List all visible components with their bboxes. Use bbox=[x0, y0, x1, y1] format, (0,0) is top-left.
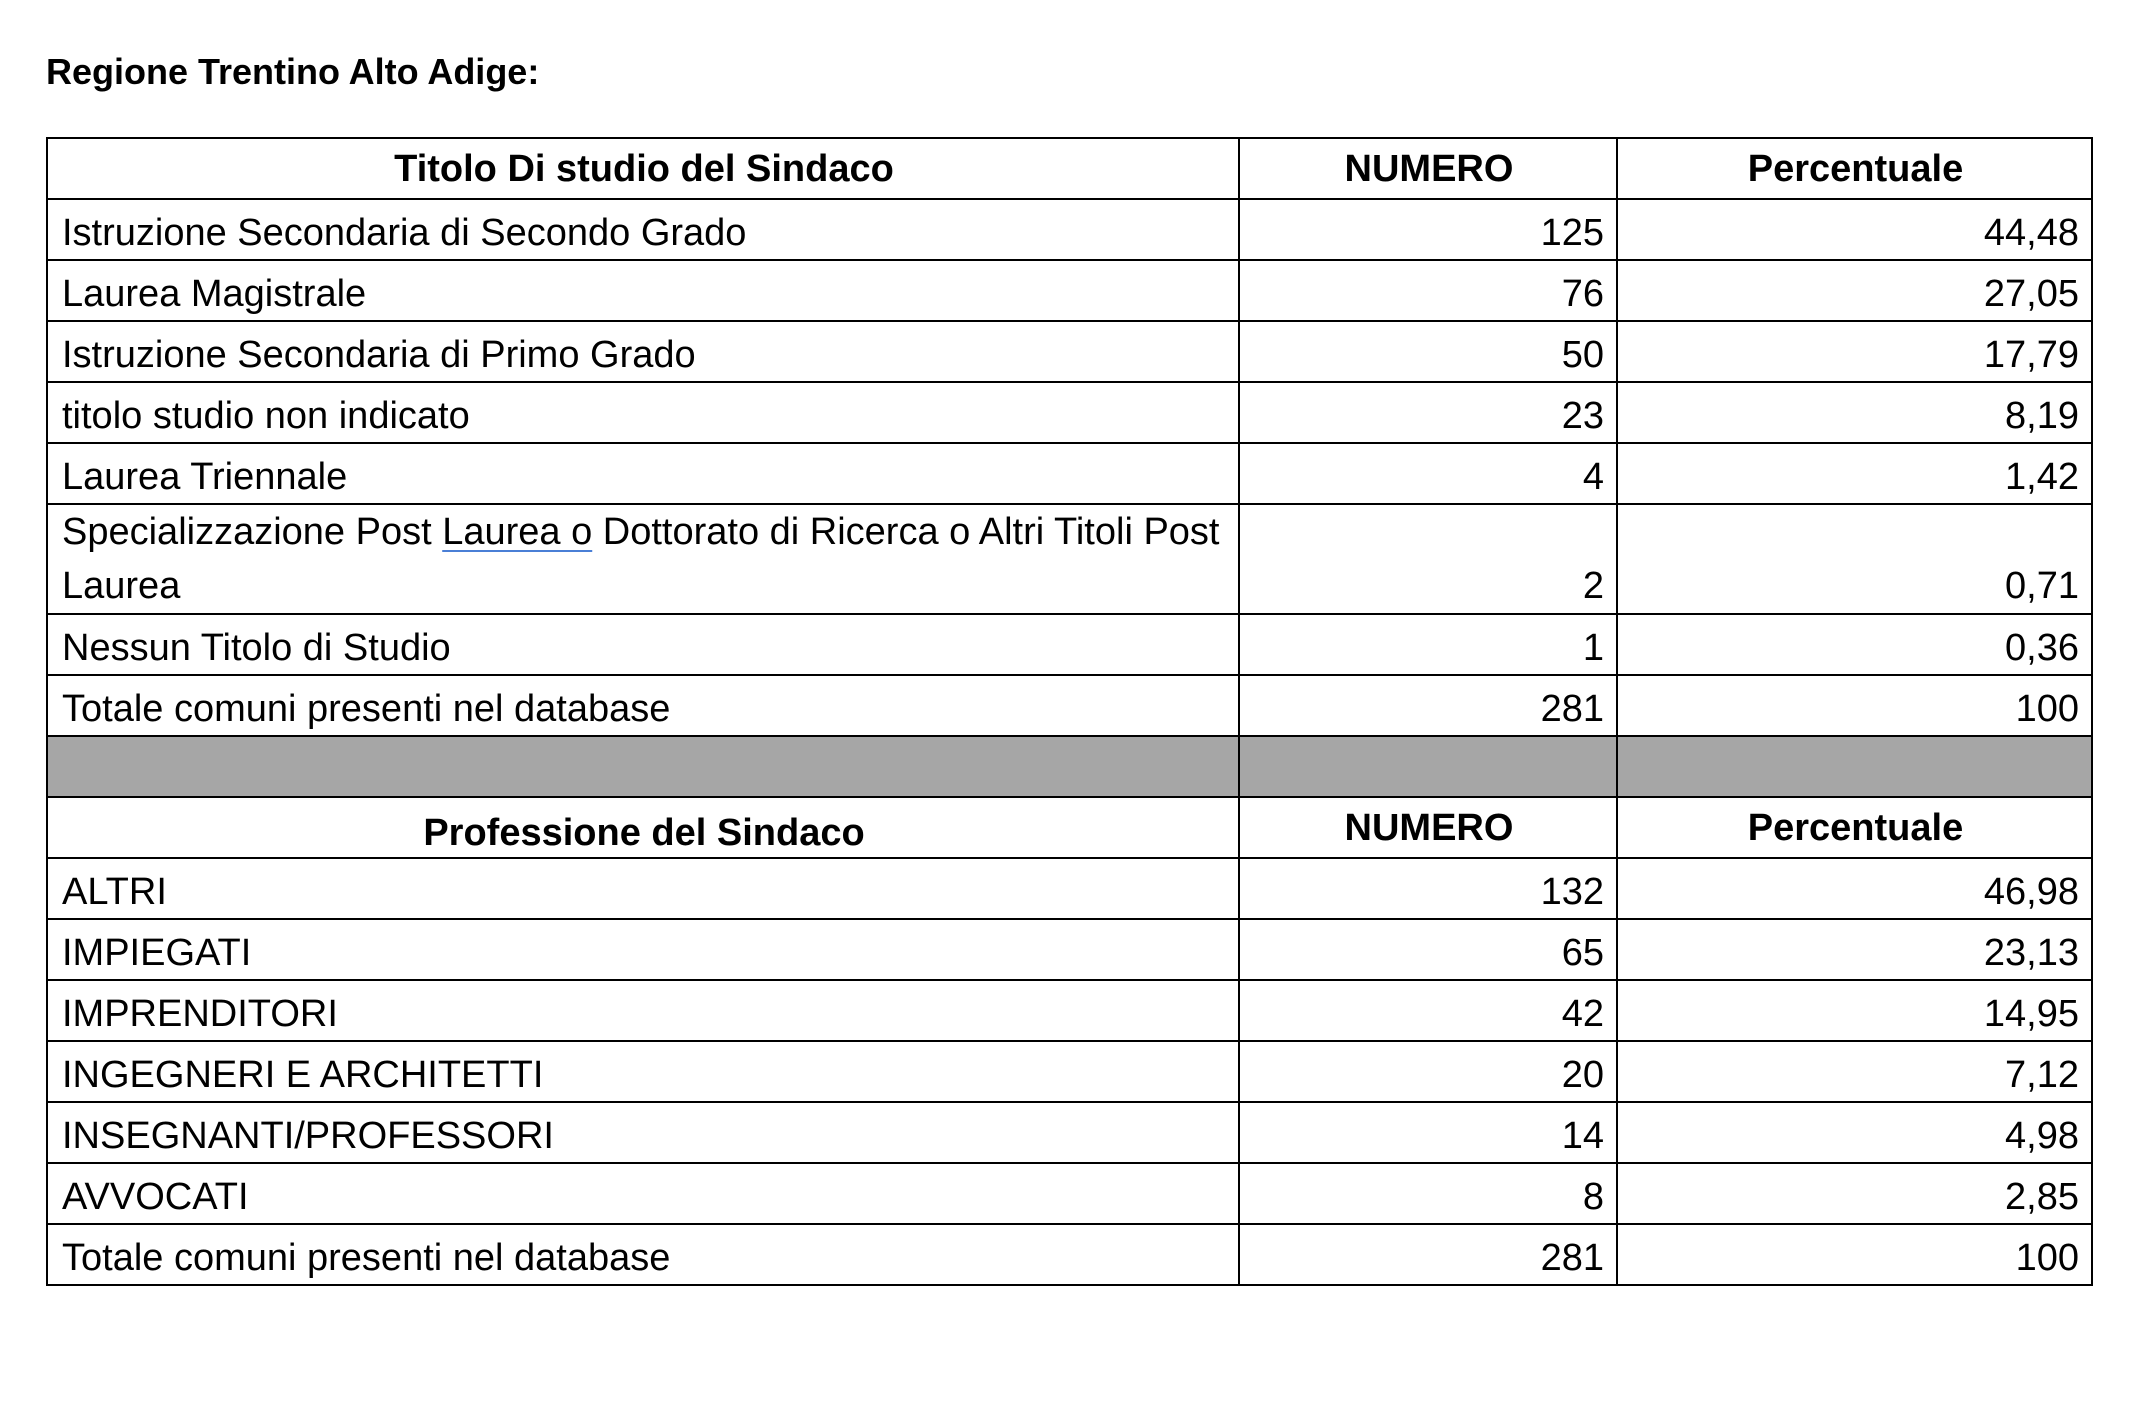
row-label: Laurea Triennale bbox=[47, 443, 1239, 504]
table-row bbox=[47, 919, 2092, 980]
education-header-percent: Percentuale bbox=[1617, 138, 2092, 199]
row-label: Istruzione Secondaria di Secondo Grado bbox=[47, 199, 1239, 260]
row-percent: 7,12 bbox=[1617, 1041, 2092, 1102]
education-header-row bbox=[47, 138, 2092, 199]
education-header-label: Titolo Di studio del Sindaco bbox=[47, 138, 1239, 199]
row-number: 281 bbox=[1239, 675, 1617, 736]
row-label: IMPRENDITORI bbox=[47, 980, 1239, 1041]
table-row bbox=[47, 858, 2092, 919]
table-row bbox=[47, 260, 2092, 321]
row-label: Nessun Titolo di Studio bbox=[47, 614, 1239, 675]
row-label: INSEGNANTI/PROFESSORI bbox=[47, 1102, 1239, 1163]
table-row bbox=[47, 504, 2092, 614]
row-number: 281 bbox=[1239, 1224, 1617, 1285]
row-label: Laurea Magistrale bbox=[47, 260, 1239, 321]
row-label: Totale comuni presenti nel database bbox=[47, 675, 1239, 736]
row-label-part1: Specializzazione Post bbox=[62, 511, 443, 553]
table-row bbox=[47, 1102, 2092, 1163]
separator-row bbox=[47, 736, 2092, 797]
row-number: 65 bbox=[1239, 919, 1617, 980]
table-row bbox=[47, 1163, 2092, 1224]
row-percent: 0,71 bbox=[1617, 504, 2092, 614]
row-percent: 100 bbox=[1617, 675, 2092, 736]
table-row bbox=[47, 614, 2092, 675]
row-percent: 23,13 bbox=[1617, 919, 2092, 980]
row-label: Istruzione Secondaria di Primo Grado bbox=[47, 321, 1239, 382]
row-number: 14 bbox=[1239, 1102, 1617, 1163]
education-total-row bbox=[47, 675, 2092, 736]
row-label: titolo studio non indicato bbox=[47, 382, 1239, 443]
row-number: 4 bbox=[1239, 443, 1617, 504]
row-label-part2: Dottorato di Ricerca o Altri Titoli Post Laurea bbox=[62, 511, 1220, 607]
profession-total-row bbox=[47, 1224, 2092, 1285]
profession-header-label: Professione del Sindaco bbox=[47, 797, 1239, 858]
row-label bbox=[47, 504, 1239, 614]
row-label: INGEGNERI E ARCHITETTI bbox=[47, 1041, 1239, 1102]
row-label: IMPIEGATI bbox=[47, 919, 1239, 980]
row-percent: 2,85 bbox=[1617, 1163, 2092, 1224]
separator-cell bbox=[47, 736, 1239, 797]
profession-header-percent: Percentuale bbox=[1617, 797, 2092, 858]
row-number: 8 bbox=[1239, 1163, 1617, 1224]
page-title: Regione Trentino Alto Adige: bbox=[46, 51, 540, 92]
table-row bbox=[47, 382, 2092, 443]
table-row bbox=[47, 980, 2092, 1041]
row-number: 42 bbox=[1239, 980, 1617, 1041]
row-percent: 1,42 bbox=[1617, 443, 2092, 504]
row-number: 50 bbox=[1239, 321, 1617, 382]
table-row bbox=[47, 199, 2092, 260]
row-number: 76 bbox=[1239, 260, 1617, 321]
education-header-number: NUMERO bbox=[1239, 138, 1617, 199]
row-percent: 46,98 bbox=[1617, 858, 2092, 919]
row-percent: 17,79 bbox=[1617, 321, 2092, 382]
separator-cell bbox=[1239, 736, 1617, 797]
row-percent: 44,48 bbox=[1617, 199, 2092, 260]
row-number: 132 bbox=[1239, 858, 1617, 919]
row-label: ALTRI bbox=[47, 858, 1239, 919]
row-number: 2 bbox=[1239, 504, 1617, 614]
table-row bbox=[47, 443, 2092, 504]
row-percent: 4,98 bbox=[1617, 1102, 2092, 1163]
spellcheck-underlined-text: Laurea o bbox=[442, 511, 593, 553]
profession-header-number: NUMERO bbox=[1239, 797, 1617, 858]
row-number: 23 bbox=[1239, 382, 1617, 443]
row-percent: 0,36 bbox=[1617, 614, 2092, 675]
row-percent: 27,05 bbox=[1617, 260, 2092, 321]
table-row bbox=[47, 321, 2092, 382]
table-row bbox=[47, 1041, 2092, 1102]
row-number: 1 bbox=[1239, 614, 1617, 675]
row-percent: 14,95 bbox=[1617, 980, 2092, 1041]
row-label: AVVOCATI bbox=[47, 1163, 1239, 1224]
row-number: 125 bbox=[1239, 199, 1617, 260]
separator-cell bbox=[1617, 736, 2092, 797]
row-number: 20 bbox=[1239, 1041, 1617, 1102]
profession-header-row bbox=[47, 797, 2092, 858]
row-label: Totale comuni presenti nel database bbox=[47, 1224, 1239, 1285]
row-percent: 8,19 bbox=[1617, 382, 2092, 443]
sindaco-statistics-table bbox=[46, 137, 2093, 1286]
row-percent: 100 bbox=[1617, 1224, 2092, 1285]
